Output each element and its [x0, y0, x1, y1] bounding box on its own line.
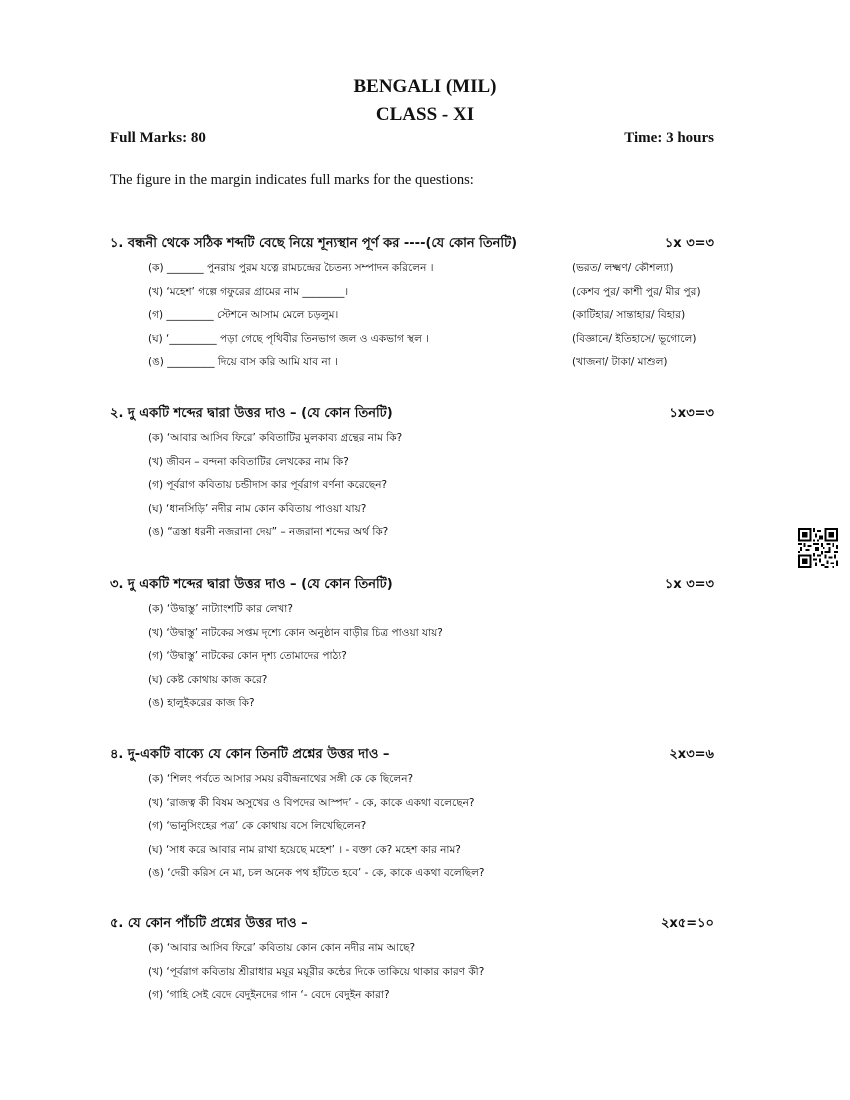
question-3	[110, 575, 714, 717]
item-text: (গ) ‘উদ্বাস্তু’ নাটকের কোন দৃশ্য তোমাদের পাঠ্য?	[148, 650, 347, 662]
list-item	[110, 352, 714, 376]
question-heading	[110, 404, 714, 424]
question-text: ১. বন্ধনী থেকে সঠিক শব্দটি বেছে নিয়ে শূন্যস্থান পূর্ণ কর ----(যে কোন তিনটি)	[110, 236, 518, 251]
qr-code-icon[interactable]	[798, 528, 838, 568]
list-item	[110, 769, 714, 793]
question-1	[110, 234, 714, 376]
item-text: (ক) ‘আবার আসিব ফিরে’ কবিতাটির মুলকাব্য গ্রন্থের নাম কি?	[148, 432, 403, 444]
list-item	[110, 962, 714, 986]
question-text: ৪. দু-একটি বাক্যে যে কোন তিনটি প্রশ্নের উত্তর দাও –	[110, 747, 390, 762]
list-item	[110, 646, 714, 670]
list-item	[110, 475, 714, 499]
list-item	[110, 428, 714, 452]
question-marks: ১x৩=৩	[669, 406, 714, 421]
list-item	[110, 816, 714, 840]
item-text: (ক) ‘আবার আসিব ফিরে’ কবিতায় কোন কোন নদীর নাম আছে?	[148, 942, 416, 954]
item-text: (ঘ) ‘সাধ করে আবার নাম রাখা হয়েছে মহেশ’ । - বক্তা কে? মহেশ কার নাম?	[148, 843, 461, 856]
question-2	[110, 404, 714, 546]
item-text: (ঙ) ‘দেরী করিস নে মা, চল অনেক পথ হাঁটতে হবে’ - কে, কাকে একথা বলেছিল?	[148, 867, 485, 879]
item-options: (বিজ্ঞানে/ ইতিহাসে/ ভূগোলে)	[572, 332, 697, 345]
item-options: (কেশব পুর/ কাশী পুর/ মীর পুর)	[572, 285, 701, 298]
list-item	[110, 670, 714, 694]
list-item	[110, 282, 714, 306]
list-item	[110, 452, 714, 476]
list-item	[110, 985, 714, 1009]
list-item	[110, 599, 714, 623]
instruction-text: The figure in the margin indicates full marks for the questions:	[110, 172, 474, 188]
question-heading	[110, 234, 714, 254]
list-item	[110, 623, 714, 647]
list-item	[110, 863, 714, 887]
question-text: ৩. দু একটি শব্দের দ্বারা উত্তর দাও – (যে কোন তিনটি)	[110, 577, 393, 592]
exam-title: BENGALI (MIL)	[353, 76, 497, 97]
list-item	[110, 522, 714, 546]
question-marks: ২x৩=৬	[669, 747, 714, 762]
question-4	[110, 745, 714, 887]
class-label: CLASS - XI	[375, 104, 475, 125]
item-options: (খাজনা/ টাকা/ মাশুল)	[572, 356, 668, 368]
item-text: (ঘ) ‘ধানসিড়ি’ নদীর নাম কোন কবিতায় পাওয়া যায়?	[148, 502, 367, 515]
question-marks: ১x ৩=৩	[664, 577, 714, 592]
item-text: (গ) ‘ভানুসিংহের পত্র’ কে কোথায় বসে লিখেছিলেন?	[148, 820, 367, 832]
item-text: (গ) _________ স্টেশনে আসাম মেলে চড়লুম।	[148, 309, 339, 321]
full-marks: Full Marks: 80	[110, 130, 206, 146]
question-text: ২. দু একটি শব্দের দ্বারা উত্তর দাও – (যে কোন তিনটি)	[110, 406, 393, 421]
question-marks: ২x৫=১০	[660, 916, 714, 931]
question-heading	[110, 914, 714, 934]
item-options: (কাটিহার/ সান্তাহার/ বিহার)	[572, 309, 686, 321]
item-text: (ক) ‘উদ্বাস্তু’ নাট্যাংশটি কার লেখা?	[148, 603, 293, 615]
question-heading	[110, 745, 714, 765]
question-heading	[110, 575, 714, 595]
item-text: (গ) পূর্বরাগ কবিতায় চন্ডীদাস কার পূর্বরাগ বর্ণনা করেছেন?	[148, 479, 388, 491]
item-text: (খ) ‘উদ্বাস্তু’ নাটকের সপ্তম দৃশ্যে কোন অনুষ্ঠান বাড়ীর চিত্র পাওয়া যায়?	[148, 626, 443, 639]
list-item	[110, 329, 714, 353]
item-text: (খ) ‘রাজত্ব কী বিষম অসুখের ও বিপদের আস্পদ’ - কে, কাকে একথা বলেছেন?	[148, 796, 475, 809]
item-text: (ঙ) _________ দিয়ে বাস করি আমি যাব না ।	[148, 356, 338, 368]
item-options: (ভরত/ লক্ষ্মণ/ কৌশল্যা)	[572, 262, 674, 274]
item-text: (ঘ) ‘_________ পড়া গেছে পৃথিবীর তিনভাগ জল ও একভাগ স্থল ।	[148, 332, 430, 345]
list-item	[110, 840, 714, 864]
item-text: (খ) ‘মহেশ’ গল্পে গফুরের গ্রামের নাম ________।	[148, 285, 349, 298]
list-item	[110, 693, 714, 717]
item-text: (ক) _______ পুনরায় পুরম যত্নে রামচন্দ্রের চৈতন্য সম্পাদন করিলেন ।	[148, 262, 434, 274]
item-text: (গ) ‘গাহি সেই বেদে বেদুইনদের গান ‘- বেদে বেদুইন কারা?	[148, 989, 390, 1001]
item-text: (ঘ) কেষ্ট কোথায় কাজ করে?	[148, 673, 268, 686]
item-text: (ঙ) “ত্রস্তা ধরনী নজরানা দেয়” – নজরানা শব্দের অর্থ কি?	[148, 526, 389, 538]
list-item	[110, 938, 714, 962]
list-item	[110, 499, 714, 523]
item-text: (ক) ‘শিলং পর্বতে আসার সময় রবীন্দ্রনাথের সঙ্গী কে কে ছিলেন?	[148, 773, 414, 785]
question-marks: ১x ৩=৩	[664, 236, 714, 251]
list-item	[110, 305, 714, 329]
question-5	[110, 914, 714, 1009]
list-item	[110, 258, 714, 282]
item-text: (খ) ‘পূর্বরাগ কবিতায় শ্রীরাধার ময়ূর ময়ূরীর কন্ঠের দিকে তাকিয়ে থাকার কারণ কী?	[148, 965, 485, 978]
question-text: ৫. যে কোন পাঁচটি প্রশ্নের উত্তর দাও –	[110, 916, 308, 931]
item-text: (ঙ) হালুইকরের কাজ কি?	[148, 697, 255, 709]
list-item	[110, 793, 714, 817]
time-allowed: Time: 3 hours	[624, 130, 714, 146]
item-text: (খ) জীবন – বন্দনা কবিতাটির লেখকের নাম কি?	[148, 455, 349, 468]
